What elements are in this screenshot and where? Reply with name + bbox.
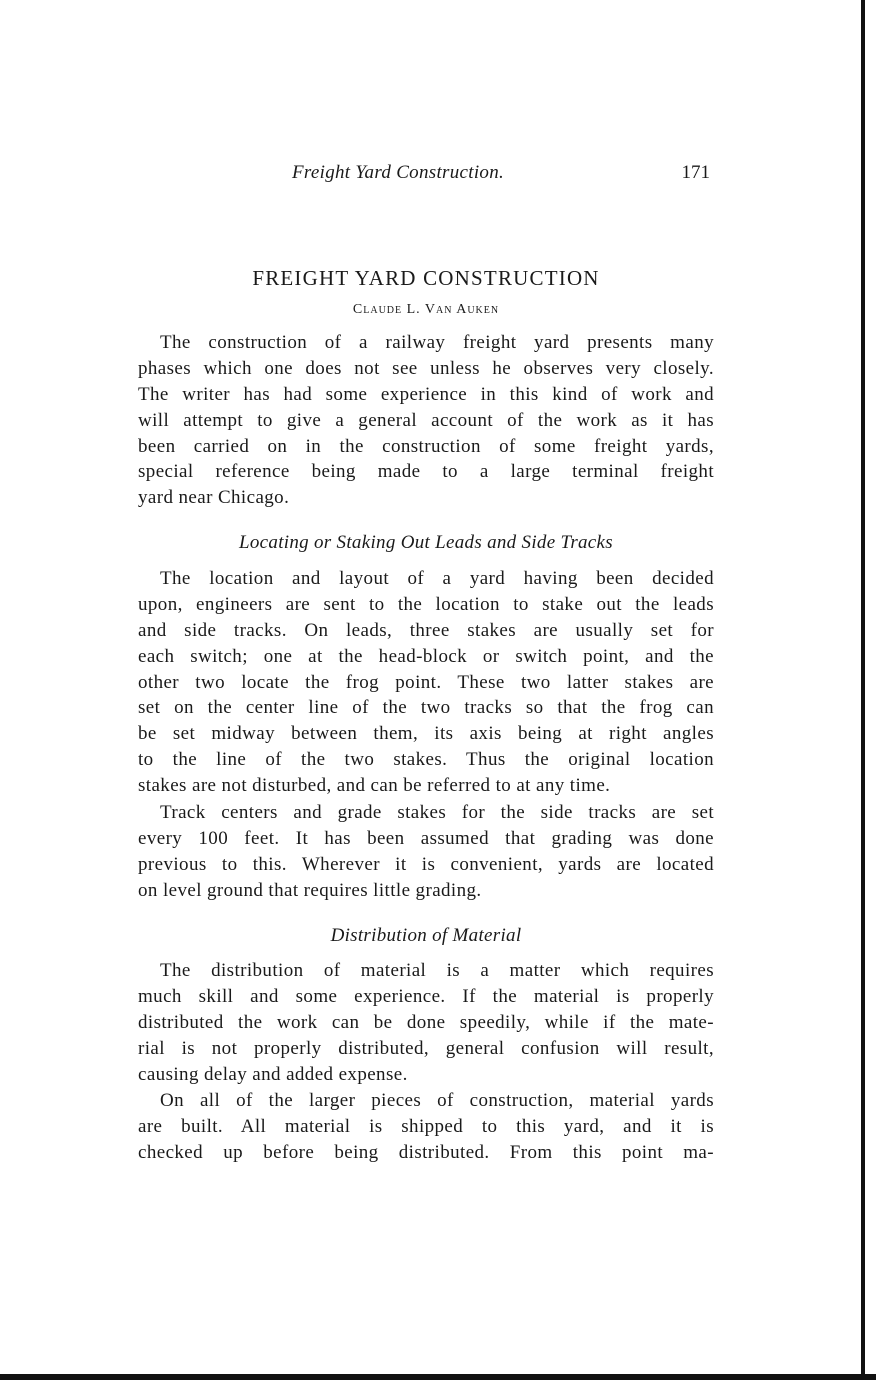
text-line: and side tracks. On leads, three stakes are usually set for (138, 619, 714, 641)
running-head-title: Freight Yard Construction. (292, 162, 505, 183)
text-line: are built. All material is shipped to this yard, and it is (138, 1115, 714, 1137)
text-line: on level ground that requires little grading. (138, 879, 482, 901)
paragraph-intro (138, 330, 714, 511)
text-line: be set midway between them, its axis being at right angles (138, 723, 714, 745)
text-line: rial is not properly distributed, general confusion will result, (138, 1037, 714, 1059)
text-line: special reference being made to a large terminal freight (138, 461, 714, 483)
running-head (138, 160, 714, 186)
text-line: set on the center line of the two tracks so that the frog can (138, 697, 714, 719)
text-line: On all of the larger pieces of construction, material yards (160, 1090, 714, 1111)
text-line: The writer has had some experience in this kind of work and (138, 383, 714, 405)
text-line: each switch; one at the head-block or switch point, and the (138, 645, 714, 667)
text-line: The construction of a railway freight yard presents many (160, 332, 714, 353)
text-line: upon, engineers are sent to the location to stake out the leads (138, 593, 714, 615)
section-heading-distribution: Distribution of Material (330, 925, 522, 946)
text-line: stakes are not disturbed, and can be referred to at any time. (138, 775, 611, 797)
text-line: Track centers and grade stakes for the side tracks are set (160, 802, 714, 823)
text-line: causing delay and added expense. (138, 1063, 408, 1085)
text-line: been carried on in the construction of some freight yards, (138, 435, 714, 457)
text-line: checked up before being distributed. From this point ma- (138, 1141, 714, 1163)
paragraph-locating-1 (138, 566, 714, 799)
scan-edge-right (861, 0, 865, 1380)
article-title: FREIGHT YARD CONSTRUCTION (252, 266, 600, 290)
text-line: every 100 feet. It has been assumed that grading was done (138, 827, 714, 849)
text-line: will attempt to give a general account of the work as it has (138, 409, 714, 431)
text-line: The distribution of material is a matter which requires (160, 960, 714, 981)
paragraph-distribution-2 (138, 1088, 714, 1166)
section-heading-locating: Locating or Staking Out Leads and Side Tracks (239, 532, 613, 553)
text-line: yard near Chicago. (138, 487, 290, 509)
article-author: Claude L. Van Auken (352, 302, 500, 317)
paragraph-distribution-1 (138, 958, 714, 1087)
page-number: 171 (681, 162, 710, 183)
text-line: to the line of the two stakes. Thus the original location (138, 749, 714, 771)
paragraph-locating-2 (138, 800, 714, 904)
text-line: much skill and some experience. If the material is properly (138, 985, 714, 1007)
text-line: previous to this. Wherever it is convenient, yards are located (138, 853, 714, 875)
text-line: other two locate the frog point. These two latter stakes are (138, 671, 714, 693)
text-line: distributed the work can be done speedily, while if the mate- (138, 1011, 714, 1033)
scan-edge-bottom (0, 1374, 876, 1380)
text-line: phases which one does not see unless he observes very closely. (138, 357, 714, 379)
text-line: The location and layout of a yard having been decided (160, 568, 714, 589)
